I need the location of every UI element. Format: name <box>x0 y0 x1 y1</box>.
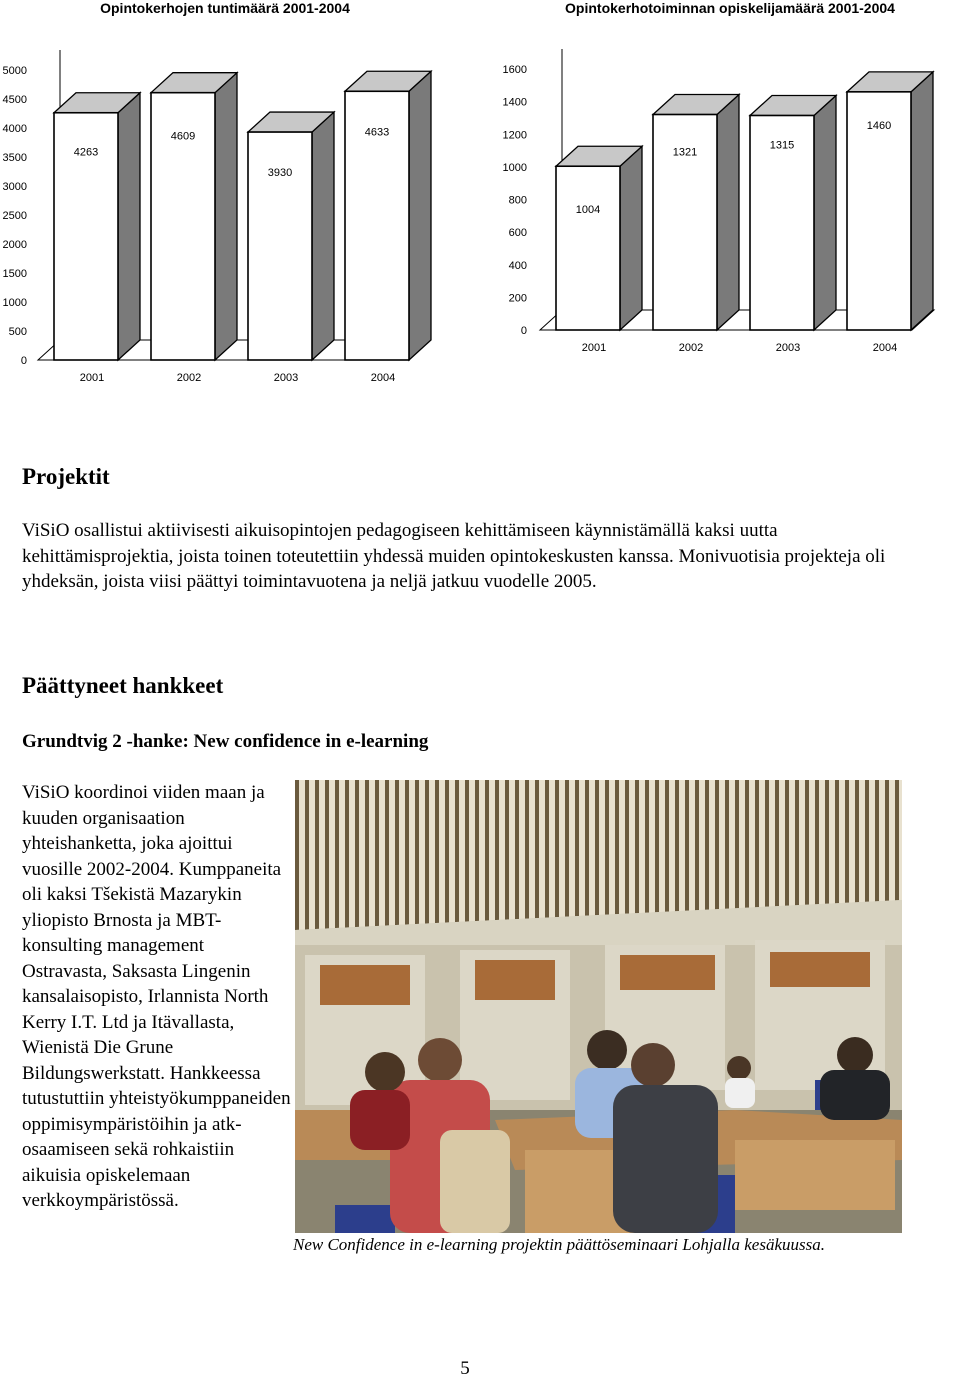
chart2-data-label: 1460 <box>866 119 892 132</box>
chart1-data-label: 3930 <box>267 167 293 180</box>
chart1-ytick-label: 500 <box>8 326 27 338</box>
chart1-ytick-label: 2500 <box>2 210 27 222</box>
chart1-data-label: 4633 <box>364 126 390 139</box>
chart2-ytick-label: 200 <box>508 292 527 305</box>
chart1-ytick-label: 4500 <box>2 94 27 106</box>
chart2-ytick-label: 400 <box>508 259 527 272</box>
page-number: 5 <box>460 1358 470 1379</box>
chart-students <box>0 0 960 400</box>
chart2-ytick-label: 0 <box>520 325 527 337</box>
chart2-bar <box>556 166 620 330</box>
chart2-ytick-label: 600 <box>508 227 527 240</box>
chart2-bar-side <box>717 95 739 330</box>
chart1-ytick-label: 1500 <box>2 268 27 280</box>
heading-projektit: Projektit <box>22 464 110 489</box>
chart1-ytick-label: 3500 <box>2 152 27 164</box>
photo-caption: New Confidence in e-learning projektin päättöseminaari Lohjalla kesäkuussa. <box>293 1235 825 1254</box>
chart1-ytick-label: 3000 <box>2 181 27 193</box>
chart1-category-label: 2003 <box>273 372 299 384</box>
chart1-category-label: 2002 <box>176 372 202 384</box>
chart2-ytick-label: 800 <box>508 194 527 207</box>
chart1-ytick-label: 0 <box>20 355 27 367</box>
chart2-ytick-label: 1400 <box>502 96 527 109</box>
chart2-category-label: 2001 <box>581 342 607 354</box>
chart1-ytick-label: 1000 <box>2 297 27 309</box>
chart1-data-label: 4609 <box>170 130 196 143</box>
paragraph-projektit: ViSiO osallistui aktiivisesti aikuisopintojen pedagogiseen kehittämiseen käynnistämällä kaksi uutta kehittämisprojektia, joista toinen toteutettiin yhdessä muiden opintokeskusten kanssa. Monivuotisia projekteja oli yhdeksän, joista viisi päättyi toimintavuotena ja neljä jatkuu vuodelle 2005. <box>22 520 886 592</box>
chart1-ytick-label: 2000 <box>2 239 27 251</box>
heading-grundtvig: Grundtvig 2 -hanke: New confidence in e-learning <box>22 731 429 752</box>
chart2-category-label: 2004 <box>872 342 898 354</box>
chart2-ytick-label: 1000 <box>502 161 527 174</box>
chart2-data-label: 1004 <box>575 204 601 217</box>
chart2-data-label: 1321 <box>672 146 698 159</box>
chart2-ytick-label: 1600 <box>502 64 527 76</box>
chart2-bar-side <box>620 146 642 330</box>
heading-paattyneet: Päättyneet hankkeet <box>22 673 224 698</box>
chart1-category-label: 2001 <box>79 372 105 384</box>
chart2-bar-side <box>911 72 933 330</box>
chart1-data-label: 4263 <box>73 146 99 159</box>
paragraph-grundtvig: ViSiO koordinoi viiden maan ja kuuden organisaation yhteishanketta, joka ajoittui vuosille 2002-2004. Kumppaneita oli kaksi Tšekistä Mazarykin yliopisto Brnosta ja MBT-konsulting management Ostravasta, Saksasta Lingenin kansalaisopisto, Irlannista North Kerry I.T. Ltd ja Itävallasta, Wienistä Die Grune Bildungswerkstatt. Hankkeessa tutustuttiin yhteistyökumppaneiden oppimisympäristöihin ja atk-osaamiseen sekä rohkaistiin aikuisia opiskelemaan verkkoympäristössä. <box>22 782 291 1211</box>
chart2-bar-side <box>814 95 836 330</box>
chart1-ytick-label: 5000 <box>2 65 27 77</box>
chart-title-hours: Opintokerhojen tuntimäärä 2001-2004 <box>100 0 350 16</box>
chart1-category-label: 2004 <box>370 372 396 384</box>
chart2-category-label: 2002 <box>678 342 704 354</box>
chart2-ytick-label: 1200 <box>502 129 527 142</box>
chart2-data-label: 1315 <box>769 139 795 152</box>
chart1-ytick-label: 4000 <box>2 123 27 135</box>
chart-title-students: Opintokerhotoiminnan opiskelijamäärä 2001-2004 <box>565 0 895 16</box>
chart2-category-label: 2003 <box>775 342 801 354</box>
seminar-photo <box>295 780 902 1233</box>
